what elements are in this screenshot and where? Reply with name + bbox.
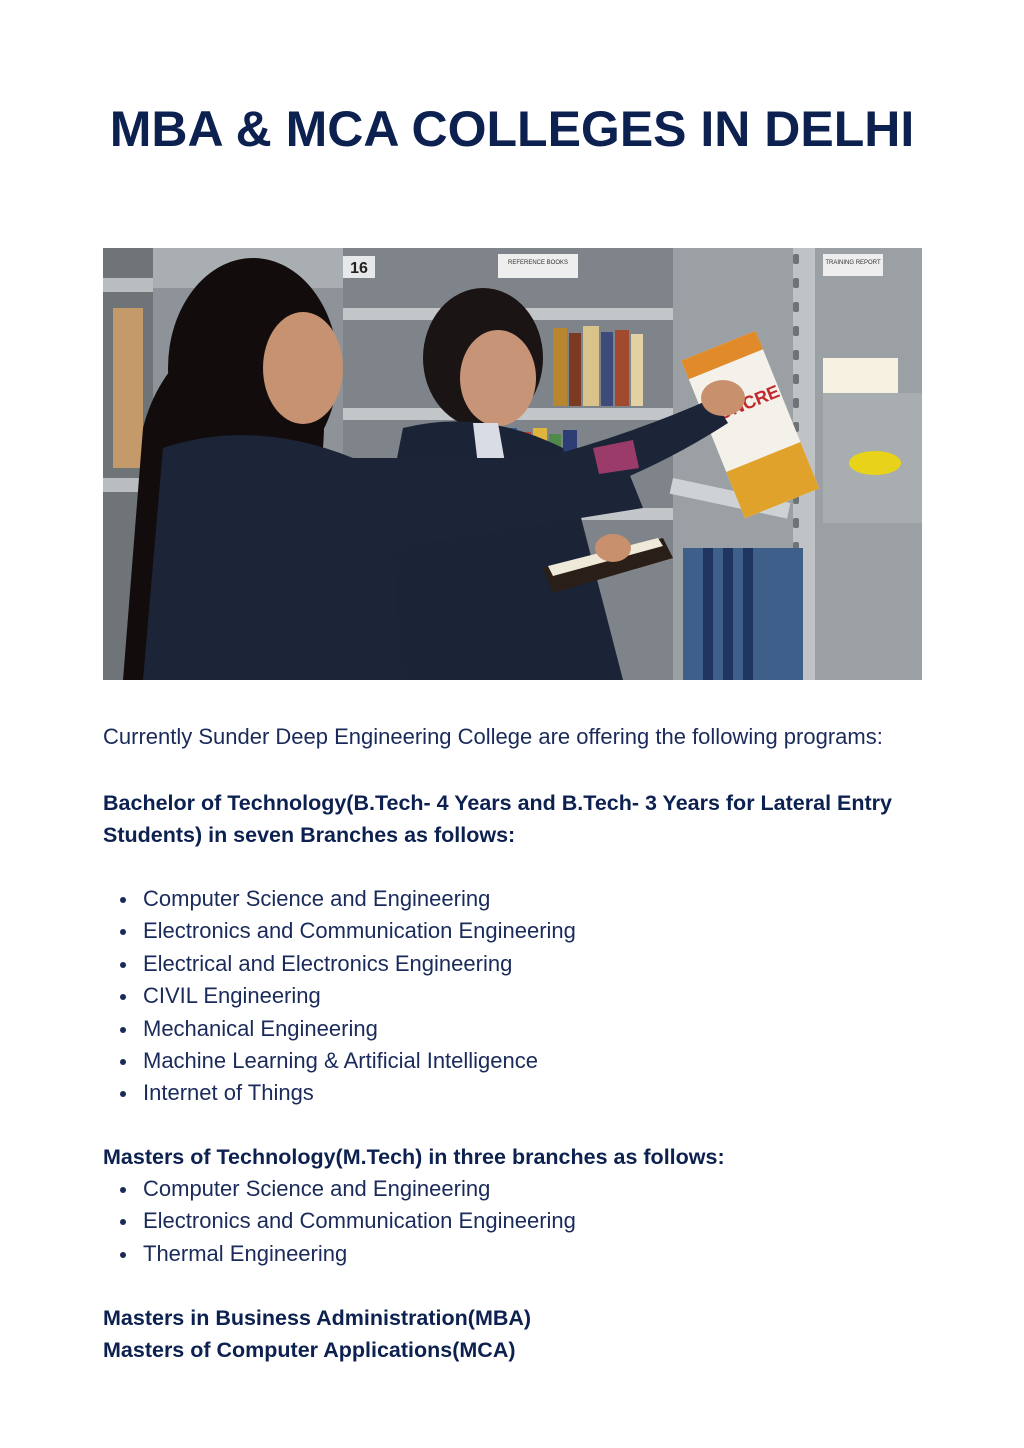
list-item: Machine Learning & Artificial Intelligence [103,1045,576,1077]
shelf-number: 16 [350,260,368,277]
list-item: Electronics and Communication Engineering [103,1205,576,1237]
mtech-heading: Masters of Technology(M.Tech) in three branches as follows: [103,1145,725,1169]
library-photo [103,248,922,680]
shelf-label-2: TRAINING REPORT [825,260,881,266]
list-item: Internet of Things [103,1077,576,1109]
list-item: Mechanical Engineering [103,1013,576,1045]
list-item: CIVIL Engineering [103,980,576,1012]
mba-program: Masters in Business Administration(MBA) [103,1306,532,1330]
list-item: Computer Science and Engineering [103,1173,576,1205]
btech-branch-list [103,883,576,1110]
intro-text: Currently Sunder Deep Engineering College are offering the following programs: [103,724,883,749]
list-item: Computer Science and Engineering [103,883,576,915]
list-item: Thermal Engineering [103,1238,576,1270]
shelf-label: REFERENCE BOOKS [507,260,569,266]
list-item: Electronics and Communication Engineering [103,915,576,947]
list-item: Electrical and Electronics Engineering [103,948,576,980]
mtech-branch-list [103,1173,576,1270]
btech-heading: Bachelor of Technology(B.Tech- 4 Years and B.Tech- 3 Years for Lateral Entry Students) in seven Branches as follows: [103,791,892,847]
mca-program: Masters of Computer Applications(MCA) [103,1338,516,1362]
library-photo-illustration [103,248,922,680]
page-title: MBA & MCA COLLEGES IN DELHI [109,101,915,157]
